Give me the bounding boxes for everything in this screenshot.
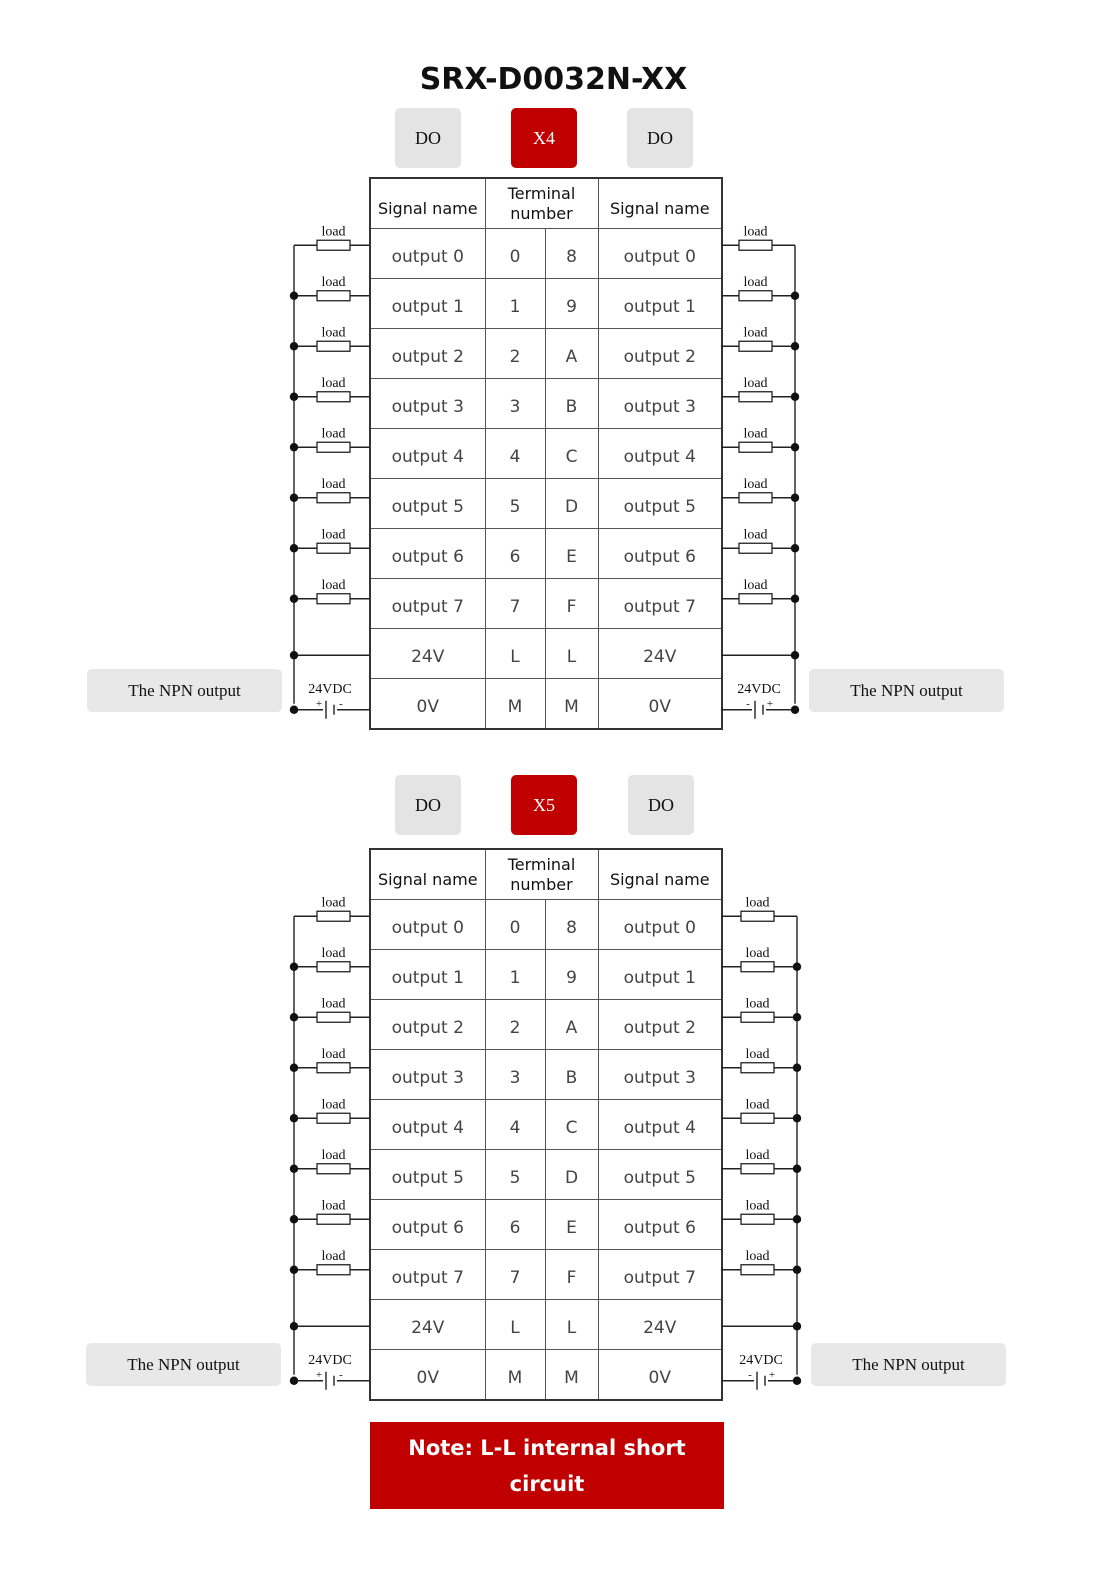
junction-dot — [791, 443, 799, 451]
load-resistor-icon — [317, 493, 350, 503]
terminal-left: 5 — [485, 1150, 545, 1200]
load-resistor-icon — [317, 240, 350, 250]
terminal-right: B — [545, 379, 598, 429]
terminal-left: 4 — [485, 429, 545, 479]
signal-name-left: output 1 — [370, 279, 485, 329]
load-label: load — [743, 375, 768, 391]
junction-dot — [791, 342, 799, 350]
terminal-left: M — [485, 1350, 545, 1401]
load-label: load — [745, 895, 770, 911]
load-resistor-icon — [741, 1113, 774, 1123]
junction-dot — [290, 292, 298, 300]
signal-name-left: output 1 — [370, 950, 485, 1000]
signal-name-left: output 7 — [370, 1250, 485, 1300]
terminal-right: M — [545, 679, 598, 730]
header-signal-name-left: Signal name — [370, 849, 485, 900]
load-label: load — [321, 1198, 346, 1214]
load-label: load — [321, 476, 346, 492]
signal-name-right: output 4 — [598, 429, 722, 479]
terminal-right: L — [545, 629, 598, 679]
load-resistor-icon — [317, 594, 350, 604]
load-label: load — [743, 527, 768, 543]
load-resistor-icon — [739, 240, 772, 250]
load-label: load — [321, 945, 346, 961]
load-label: load — [321, 375, 346, 391]
terminal-right: D — [545, 479, 598, 529]
signal-name-left: 24V — [370, 629, 485, 679]
junction-dot — [791, 393, 799, 401]
terminal-right: F — [545, 1250, 598, 1300]
load-resistor-icon — [317, 442, 350, 452]
load-label: load — [321, 274, 346, 290]
signal-name-left: output 4 — [370, 429, 485, 479]
junction-dot — [290, 651, 298, 659]
terminal-right: C — [545, 429, 598, 479]
junction-dot — [290, 342, 298, 350]
terminal-right: A — [545, 1000, 598, 1050]
load-resistor-icon — [317, 1265, 350, 1275]
load-resistor-icon — [741, 911, 774, 921]
npn-output-label-left: The NPN output — [86, 1343, 281, 1386]
polarity-mark: + — [315, 1368, 323, 1381]
supply-24vdc-label: 24VDC — [739, 1352, 783, 1368]
battery-gap — [754, 1372, 768, 1390]
junction-dot — [290, 1215, 298, 1223]
header-terminal-line2: number — [510, 874, 573, 894]
load-label: load — [321, 325, 346, 341]
signal-name-right: output 3 — [598, 1050, 722, 1100]
terminal-right: 8 — [545, 229, 598, 279]
terminal-left: 0 — [485, 900, 545, 950]
note-line-2: M-M internal short circuit — [395, 1508, 699, 1532]
load-label: load — [321, 996, 346, 1012]
terminal-left: 3 — [485, 1050, 545, 1100]
load-resistor-icon — [741, 1012, 774, 1022]
junction-dot — [290, 1114, 298, 1122]
signal-name-left: 0V — [370, 679, 485, 730]
signal-name-right: 24V — [598, 629, 722, 679]
signal-name-left: output 6 — [370, 529, 485, 579]
battery-gap — [323, 1372, 337, 1390]
load-resistor-icon — [317, 1063, 350, 1073]
terminal-right: 9 — [545, 950, 598, 1000]
signal-name-left: output 5 — [370, 479, 485, 529]
junction-dot — [793, 1215, 801, 1223]
polarity-mark: - — [339, 697, 343, 710]
terminal-left: 0 — [485, 229, 545, 279]
signal-name-right: 0V — [598, 679, 722, 730]
load-label: load — [321, 1046, 346, 1062]
load-label: load — [743, 224, 768, 240]
load-label: load — [321, 426, 346, 442]
load-resistor-icon — [317, 291, 350, 301]
signal-name-right: output 7 — [598, 579, 722, 629]
load-label: load — [321, 224, 346, 240]
load-label: load — [321, 1097, 346, 1113]
signal-name-right: output 7 — [598, 1250, 722, 1300]
polarity-mark: + — [315, 697, 323, 710]
signal-name-right: output 2 — [598, 1000, 722, 1050]
load-label: load — [745, 1147, 770, 1163]
polarity-mark: + — [768, 1368, 776, 1381]
junction-dot — [793, 1266, 801, 1274]
terminal-right: F — [545, 579, 598, 629]
signal-name-left: output 3 — [370, 1050, 485, 1100]
short-circuit-note — [370, 1422, 724, 1532]
junction-dot — [791, 544, 799, 552]
signal-name-left: output 3 — [370, 379, 485, 429]
load-label: load — [321, 1147, 346, 1163]
junction-dot — [791, 595, 799, 603]
load-resistor-icon — [317, 1012, 350, 1022]
signal-name-right: output 3 — [598, 379, 722, 429]
load-label: load — [745, 1097, 770, 1113]
tag-connector-x5: X5 — [511, 775, 577, 835]
polarity-mark: + — [766, 697, 774, 710]
supply-24vdc-label: 24VDC — [737, 681, 781, 697]
signal-name-right: output 1 — [598, 279, 722, 329]
terminal-right: M — [545, 1350, 598, 1401]
tag-do-left: DO — [395, 108, 461, 168]
signal-name-left: output 2 — [370, 1000, 485, 1050]
junction-dot — [290, 595, 298, 603]
terminal-left: 2 — [485, 1000, 545, 1050]
terminal-right: L — [545, 1300, 598, 1350]
header-signal-name-left: Signal name — [370, 178, 485, 229]
header-terminal-line1: Terminal — [507, 183, 576, 203]
load-label: load — [745, 996, 770, 1012]
junction-dot — [793, 1013, 801, 1021]
load-label: load — [743, 325, 768, 341]
signal-name-left: 0V — [370, 1350, 485, 1401]
signal-name-right: 0V — [598, 1350, 722, 1401]
load-label: load — [743, 426, 768, 442]
polarity-mark: - — [746, 697, 750, 710]
junction-dot — [290, 1064, 298, 1072]
load-resistor-icon — [317, 1164, 350, 1174]
load-label: load — [321, 895, 346, 911]
terminal-right: E — [545, 529, 598, 579]
junction-dot — [290, 1266, 298, 1274]
load-resistor-icon — [739, 392, 772, 402]
terminal-left: 7 — [485, 1250, 545, 1300]
junction-dot — [791, 651, 799, 659]
signal-name-left: output 0 — [370, 900, 485, 950]
junction-dot — [793, 1377, 801, 1385]
junction-dot — [290, 706, 298, 714]
load-label: load — [743, 577, 768, 593]
polarity-mark: - — [339, 1368, 343, 1381]
signal-name-right: output 0 — [598, 229, 722, 279]
junction-dot — [793, 963, 801, 971]
terminal-right: D — [545, 1150, 598, 1200]
junction-dot — [290, 544, 298, 552]
load-label: load — [321, 527, 346, 543]
header-signal-name-right: Signal name — [598, 178, 722, 229]
signal-name-right: output 4 — [598, 1100, 722, 1150]
terminal-left: 1 — [485, 279, 545, 329]
tag-do-right: DO — [628, 775, 694, 835]
load-resistor-icon — [739, 594, 772, 604]
header-terminal-line2: number — [510, 203, 573, 223]
signal-name-left: output 5 — [370, 1150, 485, 1200]
junction-dot — [290, 963, 298, 971]
terminal-right: 9 — [545, 279, 598, 329]
junction-dot — [791, 706, 799, 714]
terminal-right: E — [545, 1200, 598, 1250]
signal-name-left: output 4 — [370, 1100, 485, 1150]
supply-24vdc-label: 24VDC — [308, 1352, 352, 1368]
page-title: SRX-D0032N-XX — [419, 62, 688, 97]
battery-gap — [752, 701, 766, 719]
load-resistor-icon — [739, 493, 772, 503]
load-label: load — [743, 274, 768, 290]
load-resistor-icon — [741, 1265, 774, 1275]
load-resistor-icon — [741, 1214, 774, 1224]
terminal-left: M — [485, 679, 545, 730]
load-resistor-icon — [317, 1113, 350, 1123]
load-resistor-icon — [317, 341, 350, 351]
terminal-left: L — [485, 1300, 545, 1350]
load-resistor-icon — [741, 1063, 774, 1073]
signal-name-right: output 5 — [598, 1150, 722, 1200]
terminal-left: 7 — [485, 579, 545, 629]
npn-output-label-right: The NPN output — [809, 669, 1004, 712]
npn-output-label-right: The NPN output — [811, 1343, 1006, 1386]
signal-name-right: output 6 — [598, 1200, 722, 1250]
load-resistor-icon — [739, 341, 772, 351]
terminal-right: A — [545, 329, 598, 379]
signal-name-left: output 6 — [370, 1200, 485, 1250]
signal-name-left: output 2 — [370, 329, 485, 379]
junction-dot — [290, 494, 298, 502]
junction-dot — [793, 1114, 801, 1122]
signal-name-right: output 2 — [598, 329, 722, 379]
junction-dot — [290, 393, 298, 401]
junction-dot — [290, 443, 298, 451]
signal-name-right: output 1 — [598, 950, 722, 1000]
load-resistor-icon — [741, 1164, 774, 1174]
signal-name-right: output 6 — [598, 529, 722, 579]
note-line-1: Note: L-L internal short circuit — [408, 1436, 686, 1496]
load-resistor-icon — [739, 291, 772, 301]
load-resistor-icon — [317, 1214, 350, 1224]
junction-dot — [290, 1165, 298, 1173]
load-label: load — [321, 577, 346, 593]
load-resistor-icon — [317, 543, 350, 553]
junction-dot — [793, 1064, 801, 1072]
signal-name-left: output 0 — [370, 229, 485, 279]
load-label: load — [321, 1248, 346, 1264]
junction-dot — [791, 494, 799, 502]
junction-dot — [793, 1165, 801, 1173]
terminal-left: 2 — [485, 329, 545, 379]
junction-dot — [791, 292, 799, 300]
junction-dot — [290, 1013, 298, 1021]
load-label: load — [745, 945, 770, 961]
load-resistor-icon — [741, 962, 774, 972]
load-label: load — [745, 1248, 770, 1264]
supply-24vdc-label: 24VDC — [308, 681, 352, 697]
load-label: load — [745, 1046, 770, 1062]
terminal-left: 4 — [485, 1100, 545, 1150]
terminal-left: 6 — [485, 1200, 545, 1250]
load-label: load — [743, 476, 768, 492]
terminal-right: C — [545, 1100, 598, 1150]
npn-output-label-left: The NPN output — [87, 669, 282, 712]
load-resistor-icon — [739, 543, 772, 553]
signal-name-right: 24V — [598, 1300, 722, 1350]
signal-name-right: output 5 — [598, 479, 722, 529]
terminal-left: 5 — [485, 479, 545, 529]
header-terminal-line1: Terminal — [507, 854, 576, 874]
signal-name-left: 24V — [370, 1300, 485, 1350]
load-resistor-icon — [317, 962, 350, 972]
junction-dot — [290, 1377, 298, 1385]
polarity-mark: - — [748, 1368, 752, 1381]
terminal-left: L — [485, 629, 545, 679]
signal-name-left: output 7 — [370, 579, 485, 629]
junction-dot — [793, 1322, 801, 1330]
tag-do-left: DO — [395, 775, 461, 835]
load-label: load — [745, 1198, 770, 1214]
signal-name-right: output 0 — [598, 900, 722, 950]
load-resistor-icon — [317, 392, 350, 402]
terminal-left: 3 — [485, 379, 545, 429]
tag-connector-x4: X4 — [511, 108, 577, 168]
terminal-left: 6 — [485, 529, 545, 579]
header-signal-name-right: Signal name — [598, 849, 722, 900]
terminal-right: 8 — [545, 900, 598, 950]
terminal-right: B — [545, 1050, 598, 1100]
tag-do-right: DO — [627, 108, 693, 168]
junction-dot — [290, 1322, 298, 1330]
load-resistor-icon — [739, 442, 772, 452]
battery-gap — [323, 701, 337, 719]
load-resistor-icon — [317, 911, 350, 921]
terminal-left: 1 — [485, 950, 545, 1000]
